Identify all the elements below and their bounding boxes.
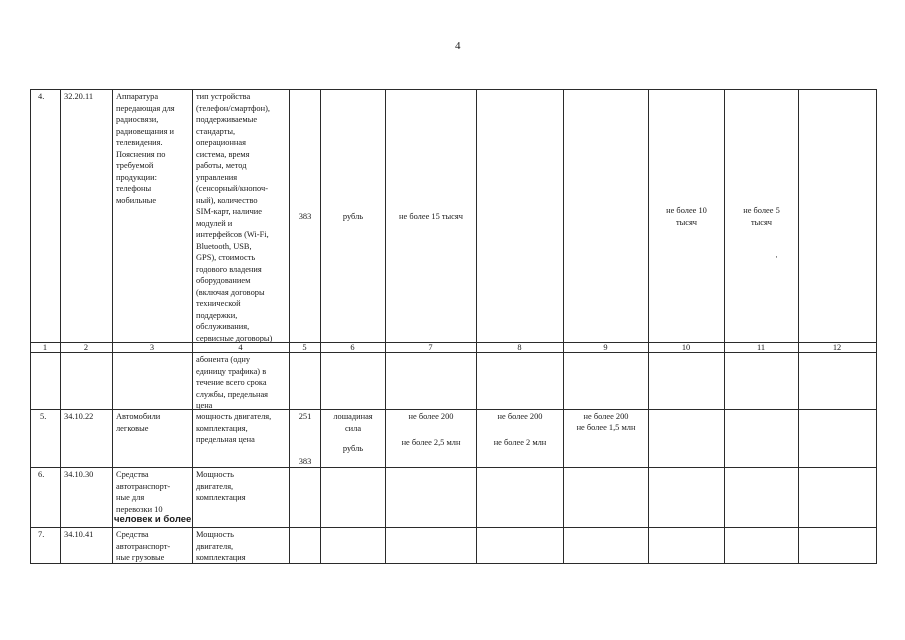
header-col-10: 10 <box>681 343 691 352</box>
row5-col9-1: не более 200 <box>583 412 629 421</box>
row5-col7-1: не более 200 <box>408 412 454 421</box>
header-col-5: 5 <box>302 343 307 352</box>
header-col-11: 11 <box>756 343 766 352</box>
row4-code: 32.20.11 <box>64 92 94 101</box>
row4-name: Аппаратура передающая для радиосвязи, радиовещания и телевидения. Пояснения по требуемой продукции: телефоны мобильные <box>116 92 175 205</box>
row6-code: 34.10.30 <box>64 470 94 479</box>
grid-line <box>476 89 477 563</box>
grid-line <box>385 89 386 563</box>
row4-okei-code: 383 <box>298 212 312 221</box>
row5-code: 34.10.22 <box>64 412 94 421</box>
grid-line <box>289 89 290 563</box>
row5-okei-code-1: 251 <box>298 412 312 421</box>
row6-name-bold: человек и более <box>114 514 192 525</box>
row4-num: 4. <box>38 92 45 101</box>
grid-line <box>30 89 31 563</box>
row7-name: Средства автотранспорт- ные грузовые <box>116 530 171 562</box>
grid-line <box>320 89 321 563</box>
row4-cont-characteristics: абонента (одну единицу трафика) в течение всего срока службы, предельная цена <box>196 355 269 409</box>
row4-characteristics: тип устройства (телефон/смартфон), поддерживаемые стандарты, операционная система, время работы, метод управления (сенсорный/кнопоч- ный), количество SIM-карт, наличие модулей и интерфейсов (Wi-Fi, Bluetooth, USB, GPS), стоимость годового владения оборудованием (включая договоры технической поддержки, обслуживания, сервисные договоры) <box>196 92 273 342</box>
header-col-2: 2 <box>83 343 89 352</box>
row4-col10: не более 10 тысяч <box>666 206 707 227</box>
row5-okei-code-2: 383 <box>298 457 312 466</box>
row5-col8-1: не более 200 <box>497 412 543 421</box>
grid-line <box>30 527 877 528</box>
grid-line <box>30 409 877 410</box>
header-col-3: 3 <box>149 343 155 352</box>
grid-line <box>30 563 877 564</box>
row4-col11: не более 5 тысяч <box>743 206 780 227</box>
row5-unit-2: рубль <box>342 444 364 453</box>
row7-characteristics: Мощность двигателя, комплектация <box>196 530 246 562</box>
speck: · <box>775 252 778 262</box>
row5-col8-2: не более 2 млн <box>493 438 547 447</box>
row6-num: 6. <box>38 470 45 479</box>
grid-line <box>798 89 799 563</box>
row7-num: 7. <box>38 530 45 539</box>
row5-col7-2: не более 2,5 млн <box>401 438 461 447</box>
row6-name: Средства автотранспорт- ные для перевозки 10 <box>116 470 171 514</box>
grid-line <box>563 89 564 563</box>
header-col-7: 7 <box>428 343 433 352</box>
header-col-6: 6 <box>350 343 355 352</box>
row4-col7: не более 15 тысяч <box>399 212 463 221</box>
grid-line <box>724 89 725 563</box>
header-col-4: 4 <box>238 343 243 352</box>
row5-col9-2: не более 1,5 млн <box>576 423 636 432</box>
header-col-12: 12 <box>832 343 842 352</box>
grid-line <box>112 89 113 563</box>
grid-line <box>30 89 877 90</box>
page-number: 4 <box>455 40 461 52</box>
grid-line <box>648 89 649 563</box>
row5-name: Автомобили легковые <box>116 412 161 433</box>
row7-code: 34.10.41 <box>64 530 94 539</box>
row4-unit: рубль <box>342 212 364 221</box>
header-col-9: 9 <box>603 343 608 352</box>
grid-line <box>30 467 877 468</box>
grid-line <box>60 89 61 563</box>
row5-characteristics: мощность двигателя, комплектация, предельная цена <box>196 412 272 444</box>
header-col-8: 8 <box>517 343 522 352</box>
row5-num: 5. <box>40 412 47 421</box>
grid-line <box>876 89 877 563</box>
header-col-1: 1 <box>42 343 48 352</box>
row6-characteristics: Мощность двигателя, комплектация <box>196 470 246 502</box>
grid-line <box>192 89 193 563</box>
row5-unit-1: лошадиная сила <box>333 412 373 433</box>
